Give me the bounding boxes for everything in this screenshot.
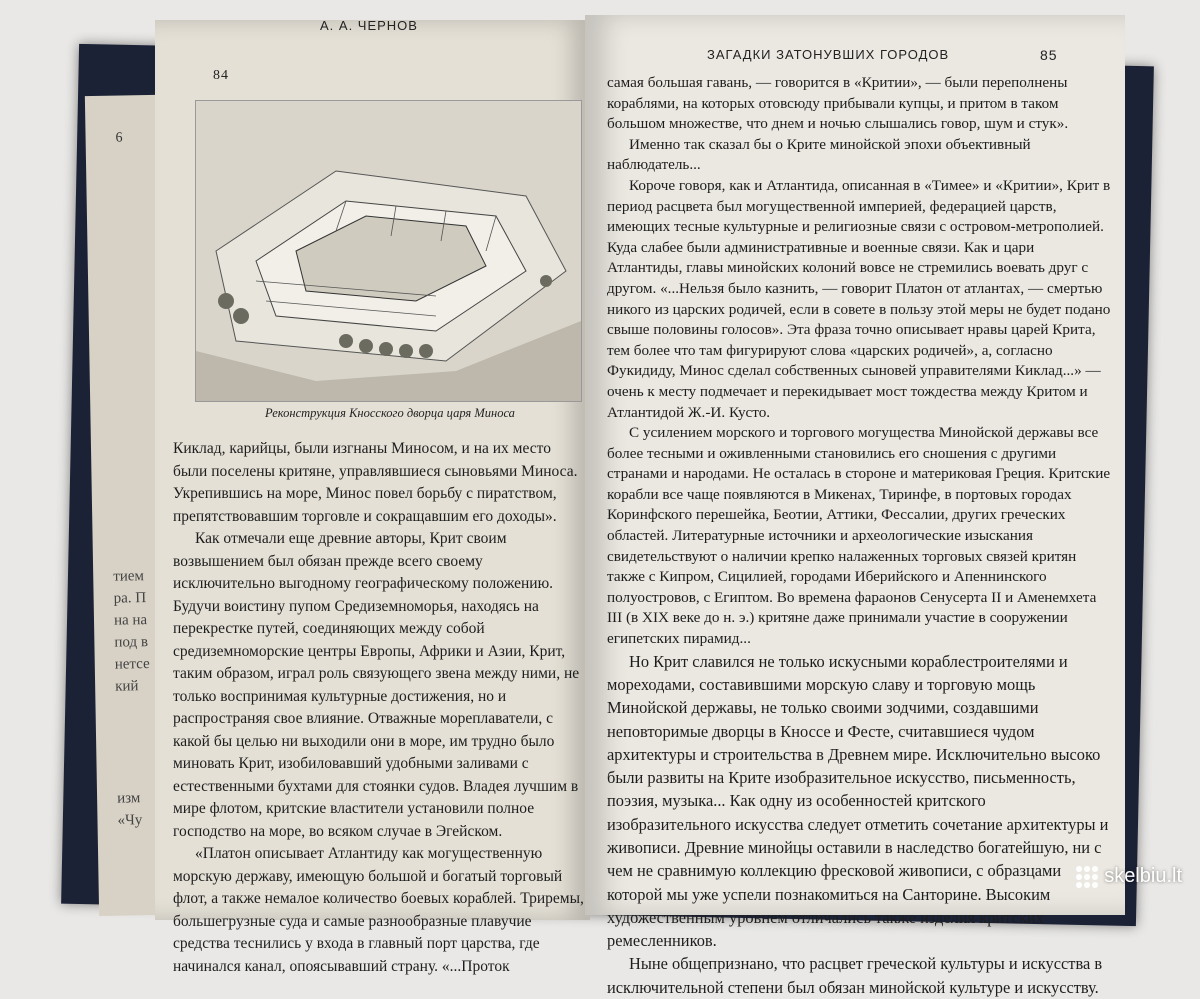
left-page-number: 84 <box>213 68 229 83</box>
paragraph: самая большая гавань, — говорится в «Критии», — были переполнены кораблями, на которых отовсюду прибывали купцы, и притом в таком большом множестве, что днем и ночью слышались говор, шум и стук». <box>607 74 1069 133</box>
site-watermark <box>1076 865 1182 888</box>
paragraph: С усилением морского и торгового могущества Минойской державы все более тесными и оживленными становились его сношения с другими странами и народами. Не осталась в стороне и материковая Греция. Критские корабли все чаще появляются в Микенах, Тиринфе, в портовых городах Коринфского перешейка, Беотии, Аттики, Фессалии, других греческих областей. Литературные источники и археологические изыскания свидетельствуют о наличии крепко налаженных торговых связей критян также с Кипром, Сицилией, городами Иберийского и Апеннинского полуостровов, с Египтом. Во времена фараонов Сенусерта II и Аменемхета III (в XIX веке до н. э.) критяне даже принимали участие в сооружении египетских пирамид... <box>607 424 1111 648</box>
right-body-text <box>607 73 1112 999</box>
paragraph: Как отмечали еще древние авторы, Крит своим возвышением был обязан прежде всего своему исключительно выгодному географическому положению. Будучи воистину пупом Средиземноморья, находясь на перекрестке путей, соединяющих между собой средиземноморские центры Европы, Африки и Азии, Крит, таким образом, играл роль связующего звена между ними, не только воспринимая культурные достижения, но и распространяя свое влияние. Отважные мореплаватели, с какой бы целью ни выходили они в море, им трудно было миновать Крит, изобиловавший удобными заливами с естественными бухтами для стоянки судов. Владея лучшим в мире флотом, критские властители установили полное господство на море, во всяком случае в Эгейском. <box>173 530 580 840</box>
watermark-logo-icon <box>1076 866 1098 888</box>
paragraph: Киклад, карийцы, были изгнаны Миносом, и на их место были поселены критяне, управлявшиеся сыновьями Миноса. Укрепившись на море, Минос повел борьбу с пиратством, препятствовавшим торговле и сокращавшим его доходы». <box>173 440 578 525</box>
back-fragment: ра. П <box>113 590 147 607</box>
paragraph: Короче говоря, как и Атлантида, описанная в «Тимее» и «Критии», Крит в период расцвета был могущественной империей, федерацией царств, имеющих тесные культурные и религиозные связи с островом-метрополией. Куда слабее были административные и военные связи. Как и цари Атлантиды, главы минойских колоний вовсе не стремились воевать друг с другом. «...Нельзя было казнить, — говорит Платон от атлантах, — смертью никого из царских родичей, если в совете в пользу этой меры не будет подано свыше половины голосов». Эта фраза точно описывает нравы царей Крита, тем более что там фигурируют слова «царских родичей», а, согласно Фукидиду, Минос сделал собственных сыновей управителями Киклад...» — очень к месту подмечает и перекидывает мост тождества между Критом и Атлантидой Ж.-И. Кусто. <box>607 176 1111 421</box>
right-page-number: 85 <box>1040 47 1058 63</box>
back-fragment: нетсе <box>114 656 150 673</box>
back-fragment: на на <box>113 612 148 629</box>
back-fragment: под в <box>114 634 149 651</box>
back-page-number: 6 <box>115 130 123 146</box>
paragraph: Именно так сказал бы о Крите минойской эпохи объективный наблюдатель... <box>607 135 1031 174</box>
left-page <box>155 18 590 975</box>
illustration-caption: Реконструкция Кносского дворца царя Миноса <box>265 406 515 420</box>
back-fragment: «Чу <box>117 812 143 829</box>
back-fragment: изм <box>116 790 141 807</box>
paragraph: «Платон описывает Атлантиду как могущественную морскую державу, имеющую большой и богатый торговый флот, а также немалое количество боевых кораблей. Триремы, большегрузные суда и самые разнообразные плавучие средства теснились у входа в главный порт царства, где начинался канал, опоясывавший страну. «...Проток <box>173 845 584 975</box>
left-body-text <box>173 438 588 978</box>
right-page <box>585 15 1125 997</box>
paragraph: Ныне общепризнано, что расцвет греческой культуры и искусства в исключительной степени был обязан минойской культуре и искусству. <box>607 954 1103 997</box>
watermark-text: skelbiu.lt <box>1104 865 1182 887</box>
back-fragment: тием <box>113 568 145 585</box>
palace-drawing <box>196 101 581 401</box>
right-running-head: ЗАГАДКИ ЗАТОНУВШИХ ГОРОДОВ <box>707 47 950 62</box>
palace-illustration <box>195 100 582 402</box>
back-fragment: кий <box>115 678 139 695</box>
paragraph: Но Крит славился не только искусными кораблестроителями и мореходами, составившими морскую славу и торговую мощь Минойской державы, не только своими зодчими, создавшими неповторимые дворцы в Кноссе и Фесте, считавшиеся чудом архитектуры и строительства в Древнем мире. Исключительно высоко были развиты на Крите изобразительное искусство, письменность, поэзия, музыка... Как одну из особенностей критского изобразительного искусства следует отметить сочетание архитектуры и живописи. Древние минойцы оставили в наследство богатейшую, ни с чем не сравнимую коллекцию фресковой живописи, с образцами которой мы уже успели познакомиться на Санторине. Высоким художественным уровнем отличались также изделия критских ремесленников. <box>607 651 1109 951</box>
left-running-head: А. А. ЧЕРНОВ <box>320 18 418 33</box>
